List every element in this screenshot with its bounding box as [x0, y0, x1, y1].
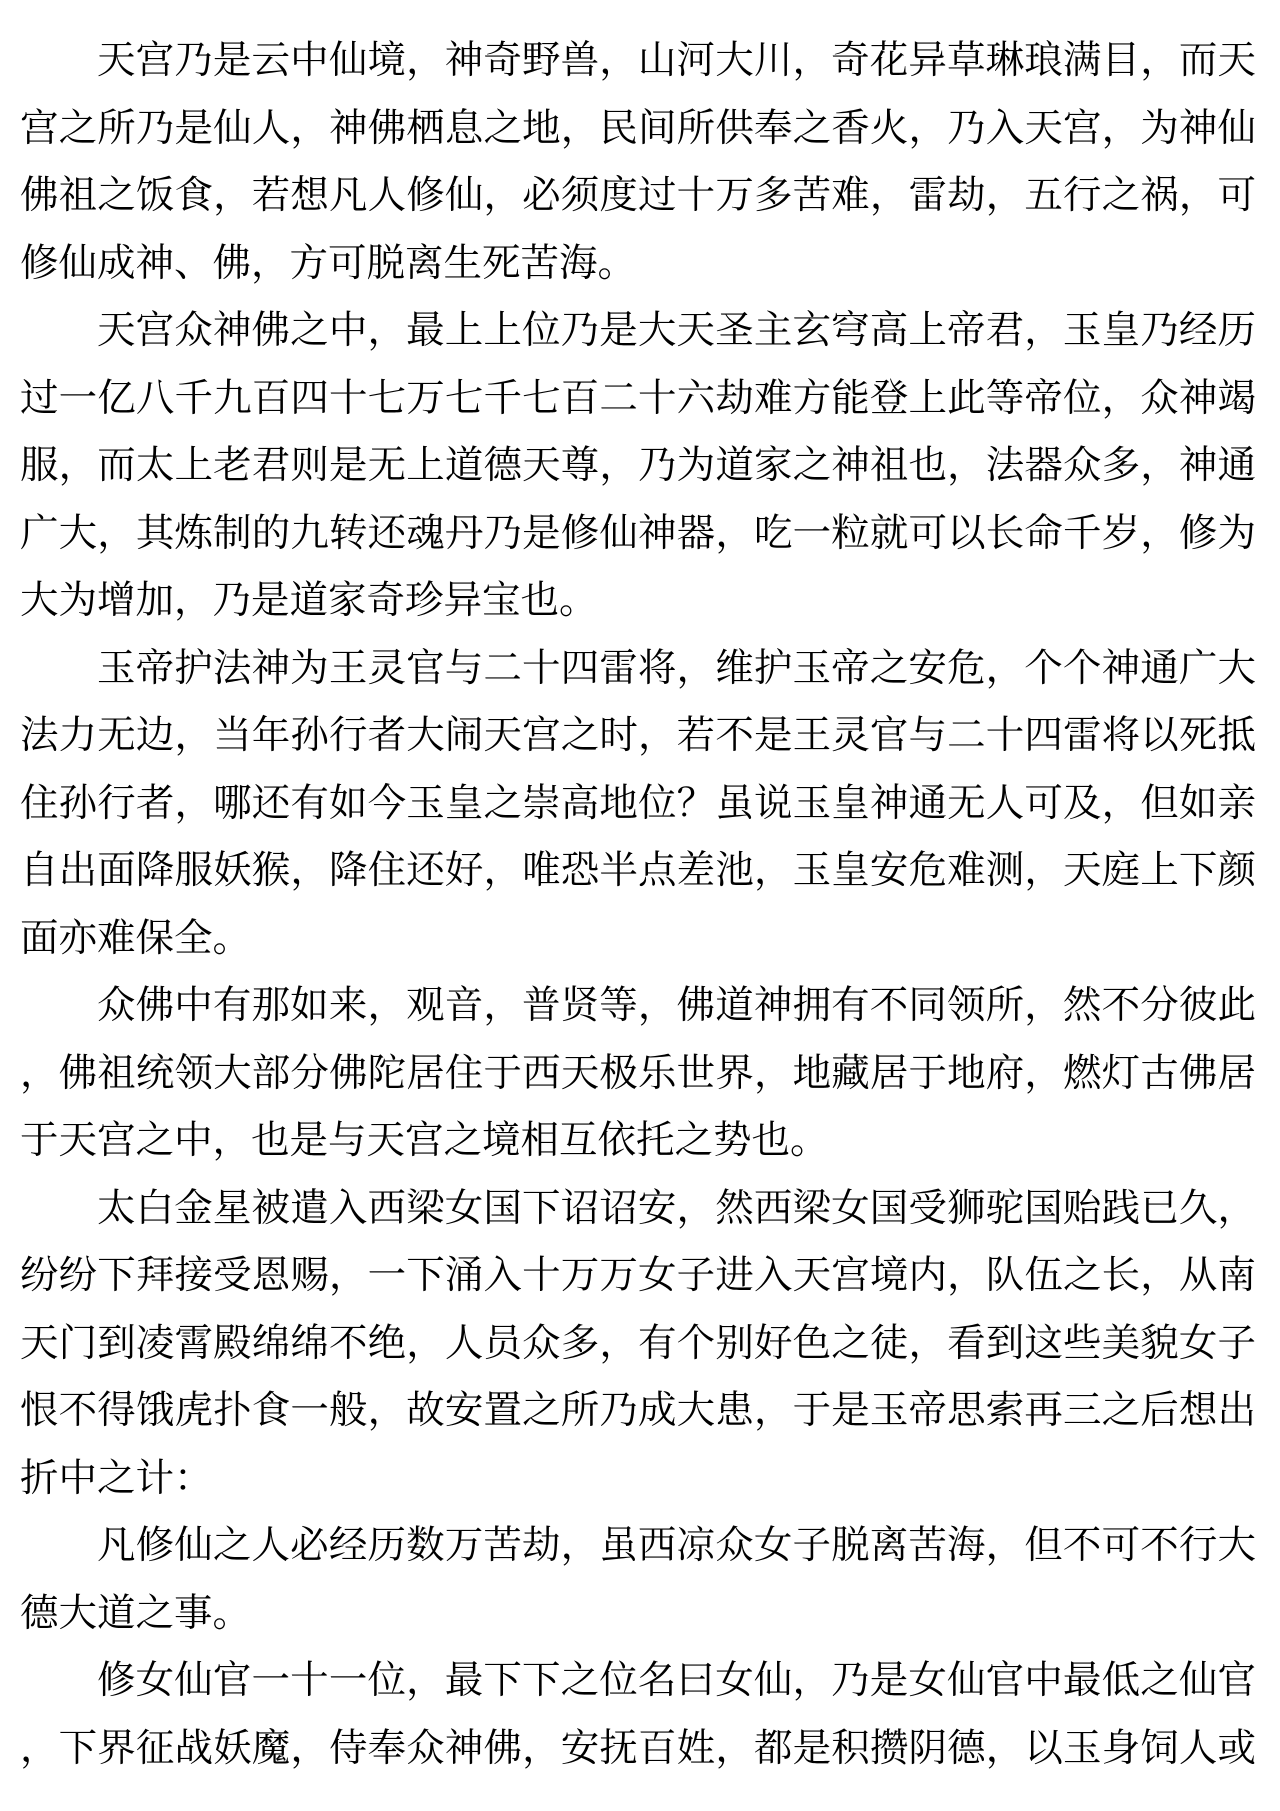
text-line: 宫之所乃是仙人，神佛栖息之地，民间所供奉之香火，乃入天宫，为神仙: [20, 106, 1256, 150]
text-line: 折中之计：: [20, 1456, 213, 1500]
text-line: 法力无边，当年孙行者大闹天宫之时，若不是王灵官与二十四雷将以死抵: [20, 714, 1256, 757]
text-line: 凡修仙之人必经历数万苦劫，虽西凉众女子脱离苦海，但不可不行大: [97, 1524, 1256, 1567]
text-line: 佛祖之饭食，若想凡人修仙，必须度过十万多苦难，雷劫，五行之祸，可: [20, 174, 1256, 217]
text-line: 天宫乃是云中仙境，神奇野兽，山河大川，奇花异草琳琅满目，而天: [97, 39, 1256, 82]
text-line: 恨不得饿虎扑食一般，故安置之所乃成大患，于是玉帝思索再三之后想出: [20, 1389, 1256, 1432]
text-line: 大为增加，乃是道家奇珍异宝也。: [20, 579, 598, 622]
text-line: 修仙成神、佛，方可脱离生死苦海。: [20, 241, 637, 285]
text-line: 服，而太上老君则是无上道德天尊，乃为道家之神祖也，法器众多，神通: [20, 444, 1256, 487]
text-line: ，下界征战妖魔，侍奉众神佛，安抚百姓，都是积攒阴德，以玉身饲人或: [20, 1726, 1256, 1770]
text-line: 修女仙官一十一位，最下下之位名曰女仙，乃是女仙官中最低之仙官: [97, 1659, 1256, 1702]
text-line: 面亦难保全。: [20, 916, 252, 960]
text-line: 德大道之事。: [20, 1591, 252, 1635]
text-line: 天门到凌霄殿绵绵不绝，人员众多，有个别好色之徒，看到这些美貌女子: [20, 1321, 1256, 1365]
text-line: 住孙行者，哪还有如今玉皇之崇高地位？虽说玉皇神通无人可及，但如亲: [20, 781, 1256, 825]
text-line: 广大，其炼制的九转还魂丹乃是修仙神器，吃一粒就可以长命千岁，修为: [20, 511, 1256, 555]
text-line: 天宫众神佛之中，最上上位乃是大天圣主玄穹高上帝君，玉皇乃经历: [97, 309, 1256, 352]
text-line: 于天宫之中，也是与天宫之境相互依托之势也。: [20, 1119, 829, 1162]
text-line: 纷纷下拜接受恩赐，一下涌入十万万女子进入天宫境内，队伍之长，从南: [20, 1254, 1256, 1297]
text-line: 太白金星被遣入西梁女国下诏诏安，然西梁女国受狮驼国贻践已久，: [97, 1186, 1256, 1230]
text-line: 众佛中有那如来，观音，普贤等，佛道神拥有不同领所，然不分彼此: [97, 984, 1256, 1027]
text-line: 玉帝护法神为王灵官与二十四雷将，维护玉帝之安危，个个神通广大: [97, 646, 1256, 690]
text-line: ，佛祖统领大部分佛陀居住于西天极乐世界，地藏居于地府，燃灯古佛居: [20, 1051, 1256, 1095]
text-line: 自出面降服妖猴，降住还好，唯恐半点差池，玉皇安危难测，天庭上下颜: [20, 849, 1256, 892]
text-line: 过一亿八千九百四十七万七千七百二十六劫难方能登上此等帝位，众神竭: [20, 376, 1256, 420]
